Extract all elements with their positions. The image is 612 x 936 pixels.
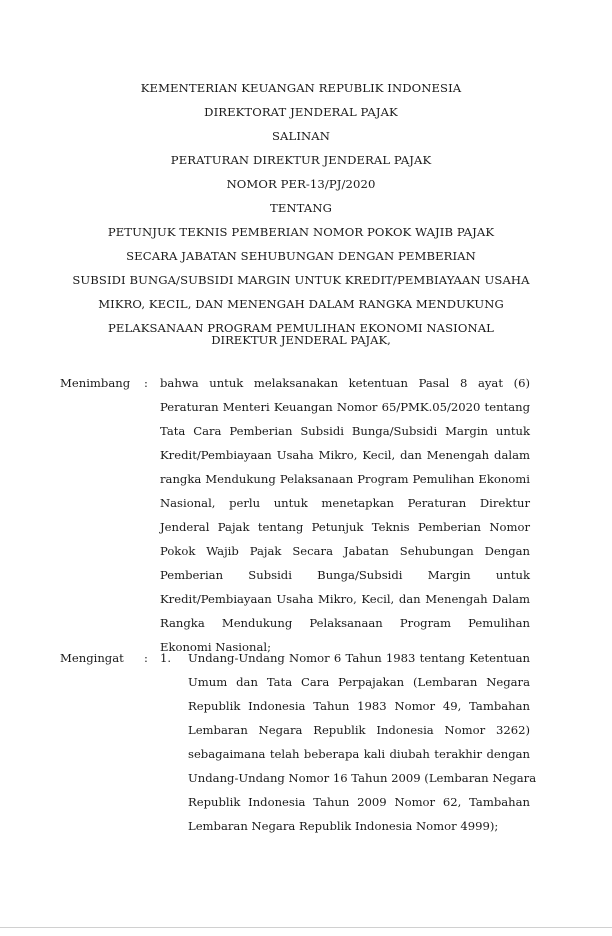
regulation-subject-line-4: MIKRO, KECIL, DAN MENENGAH DALAM RANGKA MENDUKUNG — [98, 297, 504, 311]
regulation-subject-line-2: SECARA JABATAN SEHUBUNGAN DENGAN PEMBERIAN — [126, 249, 476, 263]
mengingat-item-text — [188, 646, 537, 838]
mengingat-line: Republik Indonesia Tahun 2009 Nomor 62, Tambahan — [188, 795, 530, 809]
regulation-title: PERATURAN DIREKTUR JENDERAL PAJAK — [170, 153, 432, 167]
directorate-title: DIREKTORAT JENDERAL PAJAK — [204, 105, 398, 119]
addressee: DIREKTUR JENDERAL PAJAK, — [211, 333, 391, 347]
menimbang-line: Jenderal Pajak tentang Petunjuk Teknis Pemberian Nomor — [160, 520, 530, 534]
page-bottom-divider — [0, 927, 612, 928]
menimbang-line: Nasional, perlu untuk menetapkan Peraturan Direktur — [160, 496, 530, 510]
menimbang-line: bahwa untuk melaksanakan ketentuan Pasal 8 ayat (6) — [160, 376, 530, 390]
menimbang-line: Rangka Mendukung Pelaksanaan Program Pemulihan — [160, 616, 530, 630]
ministry-title: KEMENTERIAN KEUANGAN REPUBLIK INDONESIA — [140, 81, 462, 95]
copy-label: SALINAN — [272, 129, 330, 143]
mengingat-line: sebagaimana telah beberapa kali diubah terakhir dengan — [188, 747, 530, 761]
menimbang-label: Menimbang — [60, 376, 131, 390]
mengingat-line: Republik Indonesia Tahun 1983 Nomor 49, Tambahan — [188, 699, 530, 713]
menimbang-line: Pokok Wajib Pajak Secara Jabatan Sehubungan Dengan — [160, 544, 530, 558]
document-heading — [60, 76, 542, 340]
menimbang-text — [160, 371, 530, 659]
regulation-subject-line-5: PELAKSANAAN PROGRAM PEMULIHAN EKONOMI NASIONAL — [108, 321, 494, 335]
mengingat-line: Undang-Undang Nomor 16 Tahun 2009 (Lembaran Negara — [188, 771, 537, 785]
mengingat-line: Lembaran Negara Republik Indonesia Nomor 4999); — [188, 819, 499, 833]
mengingat-item-number: 1. — [160, 651, 172, 665]
mengingat-line: Umum dan Tata Cara Perpajakan (Lembaran Negara — [188, 675, 530, 689]
menimbang-colon: : — [144, 376, 148, 390]
mengingat-line: Lembaran Negara Republik Indonesia Nomor 3262) — [188, 723, 530, 737]
menimbang-line: Kredit/Pembiayaan Usaha Mikro, Kecil, dan Menengah dalam — [160, 448, 530, 462]
menimbang-line: Kredit/Pembiayaan Usaha Mikro, Kecil, dan Menengah Dalam — [160, 592, 530, 606]
regulation-subject-line-1: PETUNJUK TEKNIS PEMBERIAN NOMOR POKOK WAJIB PAJAK — [107, 225, 495, 239]
menimbang-line: Tata Cara Pemberian Subsidi Bunga/Subsidi Margin untuk — [160, 424, 530, 438]
mengingat-label: Mengingat — [60, 651, 124, 665]
menimbang-line: Ekonomi Nasional; — [160, 640, 271, 654]
about-label: TENTANG — [270, 201, 332, 215]
regulation-subject-line-3: SUBSIDI BUNGA/SUBSIDI MARGIN UNTUK KREDIT/PEMBIAYAAN USAHA — [72, 273, 530, 287]
regulation-number: NOMOR PER-13/PJ/2020 — [226, 177, 376, 191]
menimbang-line: Peraturan Menteri Keuangan Nomor 65/PMK.05/2020 tentang — [160, 400, 530, 414]
menimbang-line: Pemberian Subsidi Bunga/Subsidi Margin untuk — [160, 568, 530, 582]
menimbang-line: rangka Mendukung Pelaksanaan Program Pemulihan Ekonomi — [160, 472, 530, 486]
mengingat-line: Undang-Undang Nomor 6 Tahun 1983 tentang Ketentuan — [188, 651, 530, 665]
mengingat-colon: : — [144, 651, 148, 665]
